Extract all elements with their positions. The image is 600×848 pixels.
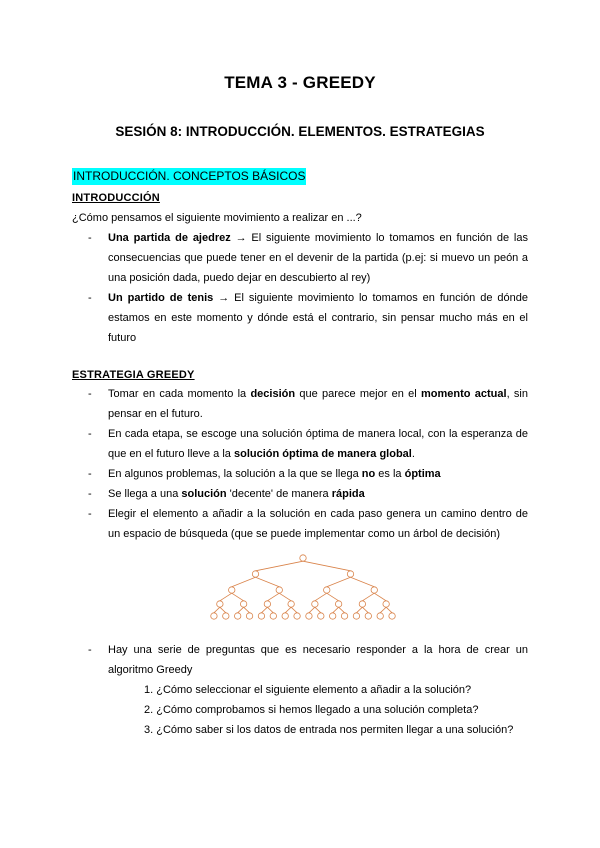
tree-node <box>246 613 252 619</box>
bold-run: decisión <box>250 388 296 400</box>
list-item <box>88 228 528 288</box>
tree-edge <box>220 593 232 601</box>
tree-node <box>312 601 318 607</box>
bold-run: no <box>361 468 376 480</box>
tree-edge <box>315 607 321 613</box>
tree-node <box>371 587 377 593</box>
tree-node <box>300 555 306 561</box>
greedy-list <box>88 384 528 544</box>
tree-edge <box>267 593 279 601</box>
tree-edge <box>238 607 244 613</box>
tree-edge <box>291 607 297 613</box>
tree-node <box>365 613 371 619</box>
tree-node <box>234 613 240 619</box>
tree-edge <box>256 577 280 587</box>
tree-node <box>217 601 223 607</box>
tree-edge <box>333 607 339 613</box>
page-subtitle: SESIÓN 8: INTRODUCCIÓN. ELEMENTOS. ESTRATEGIAS <box>115 124 485 139</box>
text-run: Hay una serie de preguntas que es necesario responder a la hora de crear un algoritmo Greedy <box>108 644 528 676</box>
greedy-heading: ESTRATEGIA GREEDY <box>72 369 195 381</box>
list-item <box>88 424 528 464</box>
tree-edge <box>327 577 351 587</box>
tree-node <box>252 571 258 577</box>
text-run: En algunos problemas, la solución a la que se llega <box>108 468 362 480</box>
text-run: Tomar en cada momento la <box>108 388 251 400</box>
tree-node <box>318 613 324 619</box>
tree-edge <box>356 607 362 613</box>
item-text: → El siguiente movimiento lo tomamos en función de dónde estamos en este momento y dónde está el contrario, sin pensar mucho más en el futuro <box>108 292 528 344</box>
list-item <box>88 504 528 544</box>
tree-node <box>229 587 235 593</box>
decision-tree-diagram <box>208 552 398 622</box>
tree-edge <box>309 607 315 613</box>
text-run: . <box>411 448 415 460</box>
tree-edge <box>362 607 368 613</box>
tree-node <box>347 571 353 577</box>
item-bold: Una partida de ajedrez <box>108 232 231 244</box>
list-item <box>88 464 528 484</box>
tree-node <box>258 613 264 619</box>
tree-edge <box>279 593 291 601</box>
text-run: En cada etapa, se escoge una solución óptima de manera local, con la esperanza de que en el futuro lleve a la <box>108 428 528 460</box>
tree-node <box>211 613 217 619</box>
tree-edge <box>351 577 375 587</box>
tree-node <box>306 613 312 619</box>
page-title: TEMA 3 - GREEDY <box>224 73 376 92</box>
tree-edge <box>220 607 226 613</box>
tree-edge <box>315 593 327 601</box>
bold-run: solución <box>181 488 227 500</box>
tree-node <box>329 613 335 619</box>
tree-edge <box>362 593 374 601</box>
tree-node <box>264 601 270 607</box>
questions-list <box>144 680 513 740</box>
tree-node <box>282 613 288 619</box>
tree-edge <box>339 607 345 613</box>
tree-edge <box>374 593 386 601</box>
tree-node <box>240 601 246 607</box>
tree-edge <box>303 561 351 571</box>
list-item <box>88 640 528 680</box>
tree-node <box>276 587 282 593</box>
tree-edge <box>256 561 304 571</box>
tree-node <box>335 601 341 607</box>
tree-edge <box>232 593 244 601</box>
bold-run: solución óptima de manera global <box>233 448 412 460</box>
intro-question: ¿Cómo pensamos el siguiente movimiento a realizar en ...? <box>72 212 362 224</box>
list-item <box>88 288 528 348</box>
question-item: 2. ¿Cómo comprobamos si hemos llegado a una solución completa? <box>144 704 479 716</box>
question-item: 1. ¿Cómo seleccionar el siguiente elemento a añadir a la solución? <box>144 684 472 696</box>
bold-run: momento actual <box>421 388 507 400</box>
item-bold: Un partido de tenis <box>108 292 214 304</box>
tree-edge <box>267 607 273 613</box>
question-item: 3. ¿Cómo saber si los datos de entrada nos permiten llegar a una solución? <box>144 724 514 736</box>
intro-list <box>88 228 528 348</box>
tree-node <box>288 601 294 607</box>
tree-node <box>341 613 347 619</box>
tree-edge <box>232 577 256 587</box>
tree-edge <box>285 607 291 613</box>
list-item <box>88 384 528 424</box>
tree-node <box>377 613 383 619</box>
tree-node <box>270 613 276 619</box>
tree-edge <box>244 607 250 613</box>
list-item <box>88 484 528 504</box>
text-run: 'decente' de manera <box>226 488 332 500</box>
bold-run: óptima <box>404 468 441 480</box>
tree-edge <box>380 607 386 613</box>
text-run: es la <box>375 468 405 480</box>
item-text: → El siguiente movimiento lo tomamos en función de las consecuencias que puede tener en el devenir de la partida (p.ej: si muevo un peón a una posición dada, puedo dejar en descubierto al rey) <box>108 232 528 284</box>
tree-node <box>353 613 359 619</box>
tree-edge <box>261 607 267 613</box>
text-run: que parece mejor en el <box>295 388 421 400</box>
text-run: Elegir el elemento a añadir a la solución en cada paso genera un camino dentro de un espacio de búsqueda (que se puede implementar como un árbol de decisión) <box>108 508 528 540</box>
bold-run: rápida <box>331 488 365 500</box>
tree-node <box>294 613 300 619</box>
tree-edge <box>327 593 339 601</box>
tree-node <box>389 613 395 619</box>
tree-edge <box>214 607 220 613</box>
tree-node <box>324 587 330 593</box>
intro-heading: INTRODUCCIÓN <box>72 192 160 204</box>
text-run: Se llega a una <box>108 488 182 500</box>
tree-node <box>359 601 365 607</box>
tree-edge <box>386 607 392 613</box>
greedy-list-questions-intro <box>88 640 528 680</box>
tree-node <box>383 601 389 607</box>
tree-node <box>223 613 229 619</box>
text-run: , sin pensar en el futuro. <box>108 388 528 420</box>
section-heading-highlighted: INTRODUCCIÓN. CONCEPTOS BÁSICOS <box>73 169 306 183</box>
